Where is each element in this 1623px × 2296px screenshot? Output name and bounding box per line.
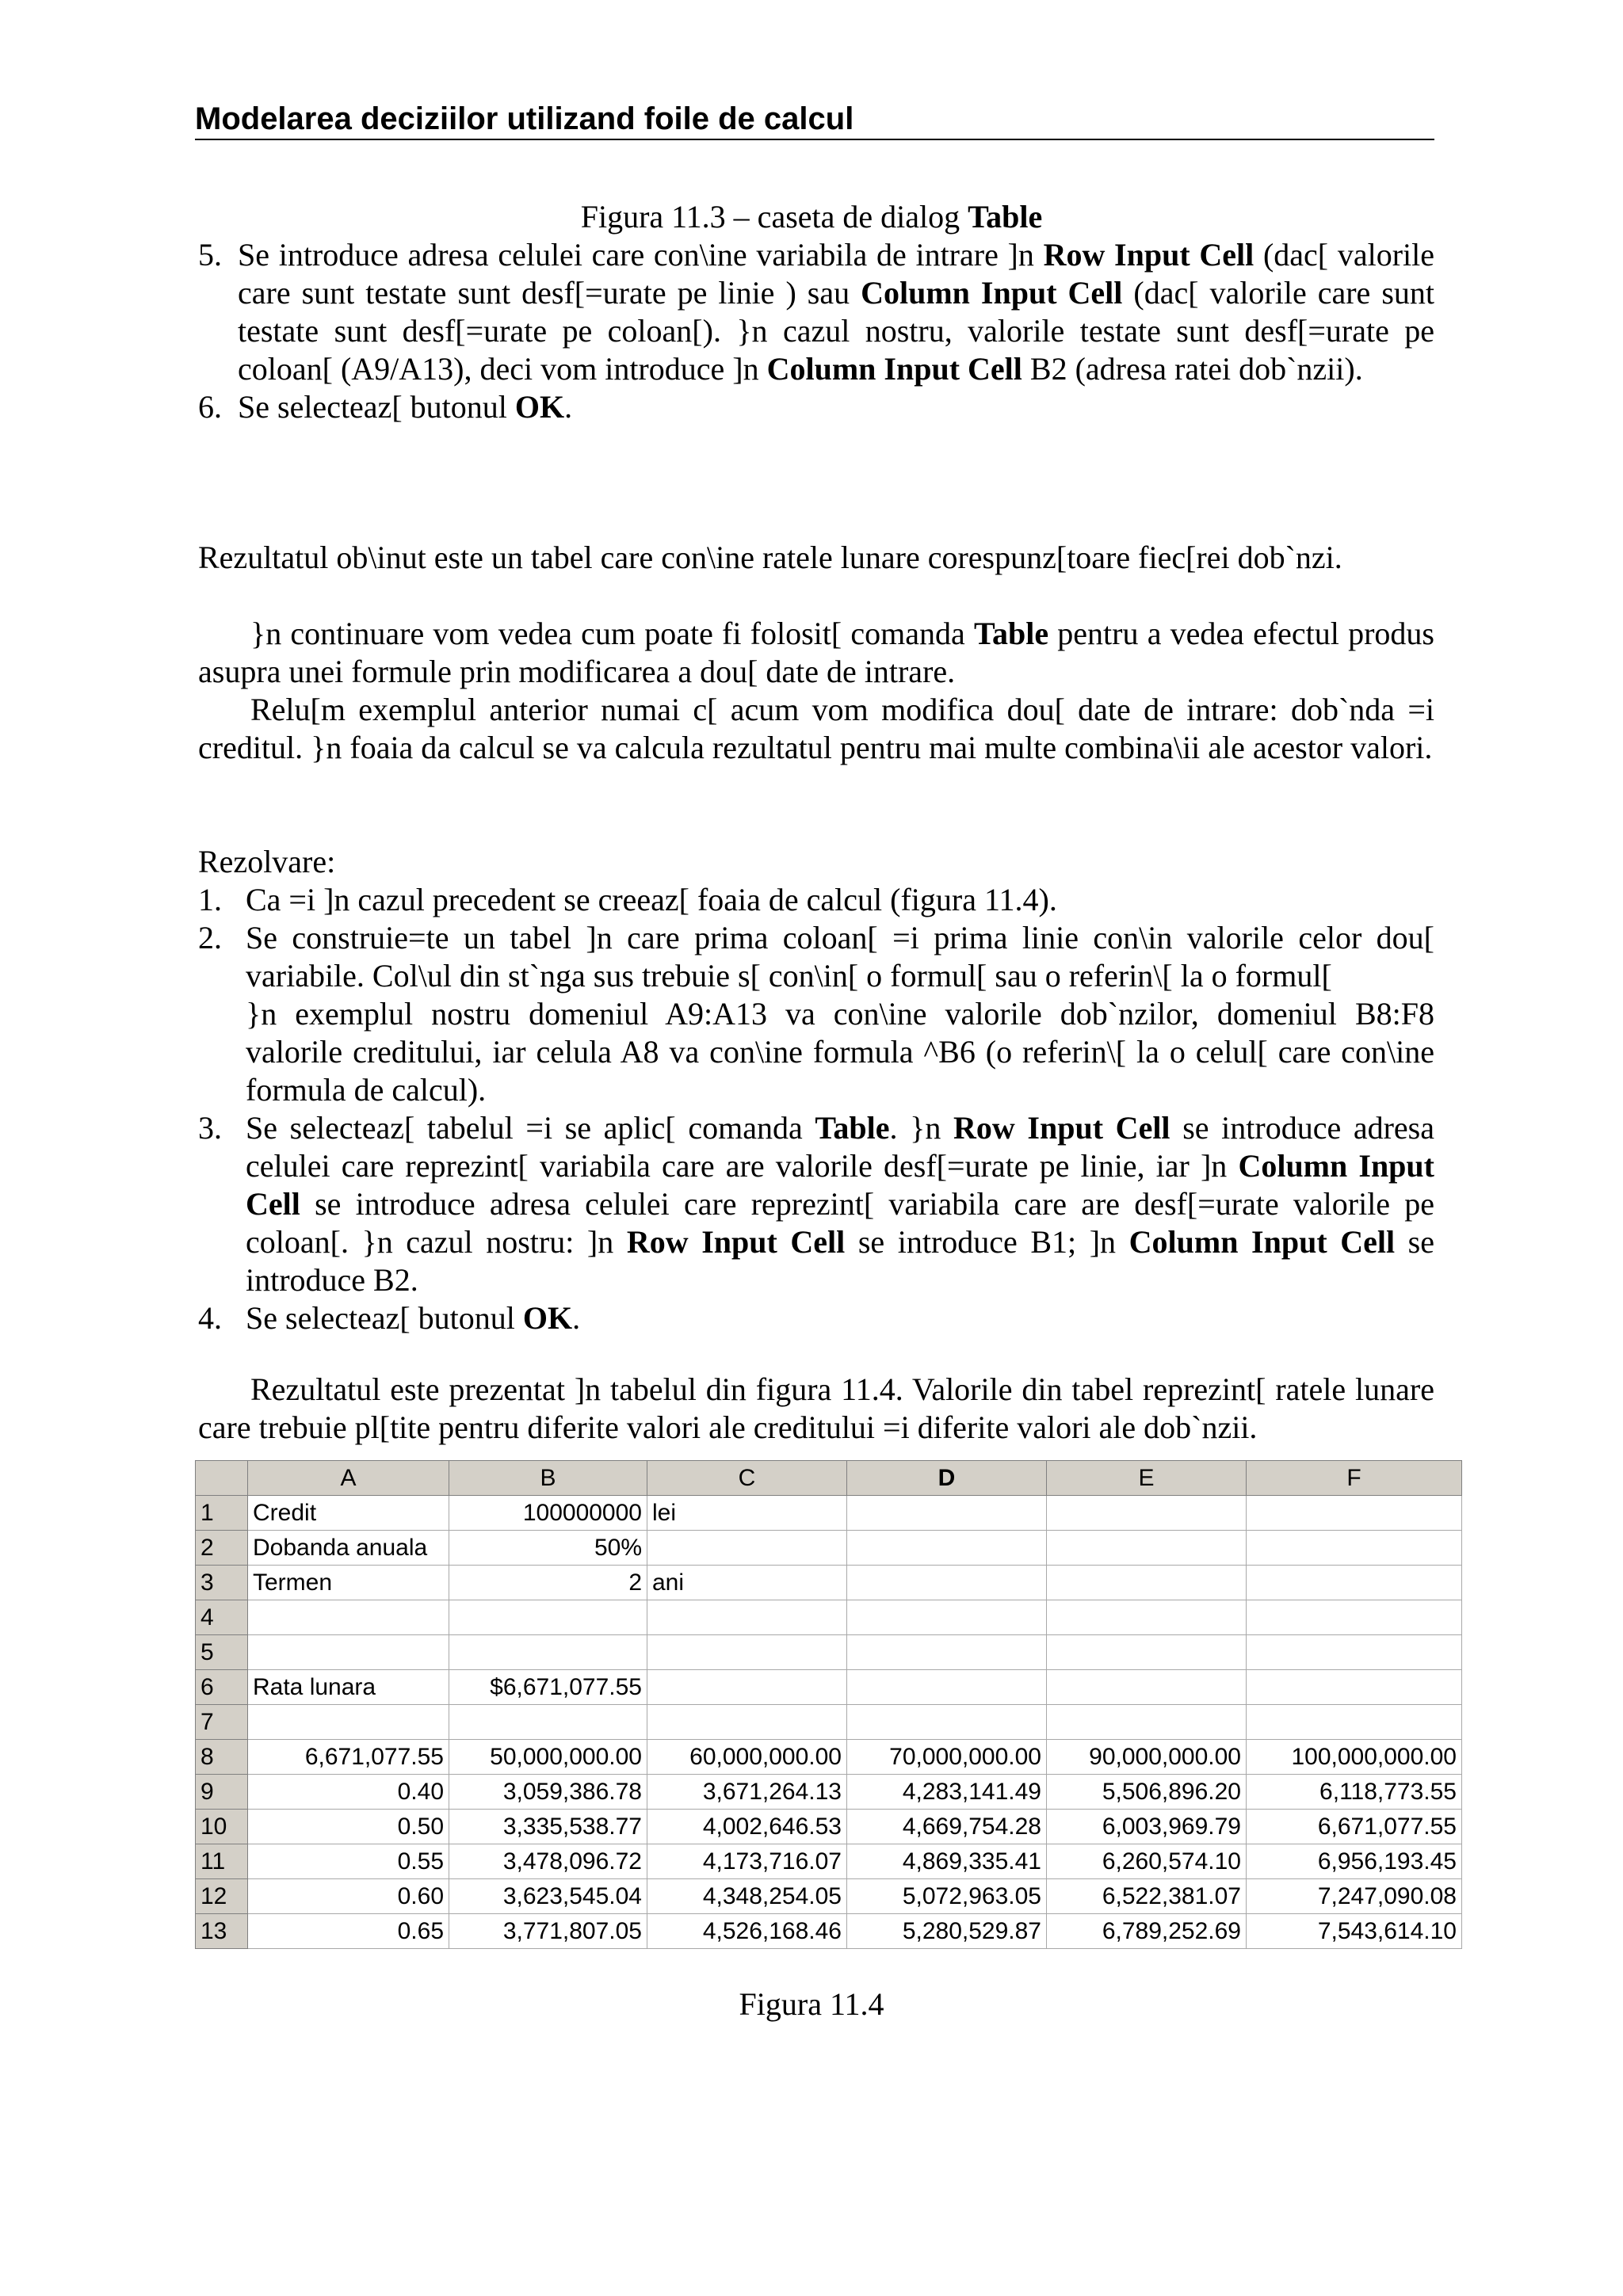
cell-c12[interactable]: 4,348,254.05 <box>647 1879 847 1914</box>
cell-f12[interactable]: 7,247,090.08 <box>1247 1879 1462 1914</box>
text-run: . <box>564 389 573 425</box>
cell-a3[interactable]: Termen <box>248 1566 449 1600</box>
sheet-row <box>196 1844 1462 1879</box>
paragraph-result-2: Rezultatul este prezentat ]n tabelul din figura 11.4. Valorile din tabel reprezint[ ratele lunare care trebuie pl[tite pentru diferite valori ale creditului =i diferite valori ale dob`nzii. <box>198 1371 1434 1445</box>
text-run: Ca =i ]n cazul precedent se creeaz[ foaia de calcul (figura 11.4). <box>246 882 1057 917</box>
cell-a4[interactable] <box>248 1600 449 1635</box>
cell-f5[interactable] <box>1247 1635 1462 1670</box>
text-run: se introduce adresa celulei care reprezint[ variabila care are valorile desf[=urate pe linie, iar ]n <box>246 1110 1434 1184</box>
cell-c13[interactable]: 4,526,168.46 <box>647 1914 847 1949</box>
cell-b12[interactable]: 3,623,545.04 <box>449 1879 647 1914</box>
sheet-row <box>196 1705 1462 1740</box>
caption-text: Figura 11.3 – caseta de dialog <box>580 199 968 235</box>
cell-f4[interactable] <box>1247 1600 1462 1635</box>
cell-f1[interactable] <box>1247 1496 1462 1531</box>
cell-c4[interactable] <box>647 1600 847 1635</box>
cell-a9[interactable]: 0.40 <box>248 1775 449 1810</box>
bold-run: Column Input Cell <box>766 351 1022 387</box>
cell-d2[interactable] <box>847 1531 1047 1566</box>
text-run: . }n <box>889 1110 953 1146</box>
cell-a13[interactable]: 0.65 <box>248 1914 449 1949</box>
text-run: Se introduce adresa celulei care con\ine variabila de intrare ]n <box>238 237 1044 273</box>
sheet-row <box>196 1740 1462 1775</box>
list-number: 6. <box>198 389 222 425</box>
cell-d7[interactable] <box>847 1705 1047 1740</box>
cell-c11[interactable]: 4,173,716.07 <box>647 1844 847 1879</box>
row-header-8[interactable]: 8 <box>196 1740 248 1775</box>
list-item-3 <box>198 1109 1434 1299</box>
cell-d12[interactable]: 5,072,963.05 <box>847 1879 1047 1914</box>
text-run: se introduce adresa celulei care reprezint[ variabila care are desf[=urate valorile pe coloan[. }n cazul nostru: ]n <box>246 1186 1434 1260</box>
paragraph-reluam: Relu[m exemplul anterior numai c[ acum vom modifica dou[ date de intrare: dob`nda =i creditul. }n foaia da calcul se va calcula rezultatul pentru mai multe combina\ii ale acestor valori. <box>198 692 1434 765</box>
cell-b9[interactable]: 3,059,386.78 <box>449 1775 647 1810</box>
column-header-d[interactable]: D <box>847 1461 1047 1496</box>
cell-a8[interactable]: 6,671,077.55 <box>248 1740 449 1775</box>
cell-b11[interactable]: 3,478,096.72 <box>449 1844 647 1879</box>
sheet-row <box>196 1775 1462 1810</box>
text-run: Se construie=te un tabel ]n care prima coloan[ =i prima linie con\in valorile celor dou[ variabile. Col\ul din st`nga sus trebuie s[ con\in[ o formul[ sau o referin\[ la o formul[ <box>246 920 1434 994</box>
cell-d9[interactable]: 4,283,141.49 <box>847 1775 1047 1810</box>
bold-run: OK <box>522 1300 573 1336</box>
cell-c6[interactable] <box>647 1670 847 1705</box>
cell-c8[interactable]: 60,000,000.00 <box>647 1740 847 1775</box>
list-number: 1. <box>198 882 222 917</box>
cell-b1[interactable]: 100000000 <box>449 1496 647 1531</box>
list-number: 4. <box>198 1300 222 1336</box>
bold-run: OK <box>514 389 565 425</box>
list-number: 2. <box>198 920 222 955</box>
text-run: }n continuare vom vedea cum poate fi folosit[ comanda <box>250 616 974 651</box>
list-item-6 <box>198 388 1434 426</box>
cell-a5[interactable] <box>248 1635 449 1670</box>
bold-run: Table <box>815 1110 890 1146</box>
cell-c10[interactable]: 4,002,646.53 <box>647 1810 847 1844</box>
cell-d3[interactable] <box>847 1566 1047 1600</box>
rezolvare-label: Rezolvare: <box>198 844 336 879</box>
sheet-row <box>196 1670 1462 1705</box>
cell-d5[interactable] <box>847 1635 1047 1670</box>
cell-f10[interactable]: 6,671,077.55 <box>1247 1810 1462 1844</box>
cell-b4[interactable] <box>449 1600 647 1635</box>
cell-f3[interactable] <box>1247 1566 1462 1600</box>
cell-e3[interactable] <box>1047 1566 1247 1600</box>
figure-caption-11-4: Figura 11.4 <box>739 1986 884 2022</box>
cell-b7[interactable] <box>449 1705 647 1740</box>
bold-run: Column Input Cell <box>861 275 1123 311</box>
cell-d13[interactable]: 5,280,529.87 <box>847 1914 1047 1949</box>
row-header-7[interactable]: 7 <box>196 1705 248 1740</box>
text-run: Se selecteaz[ butonul <box>246 1300 523 1336</box>
cell-f8[interactable]: 100,000,000.00 <box>1247 1740 1462 1775</box>
cell-f2[interactable] <box>1247 1531 1462 1566</box>
list-number: 3. <box>198 1110 222 1146</box>
row-header-3[interactable]: 3 <box>196 1566 248 1600</box>
cell-a12[interactable]: 0.60 <box>248 1879 449 1914</box>
cell-d11[interactable]: 4,869,335.41 <box>847 1844 1047 1879</box>
text-run: Se selecteaz[ tabelul =i se aplic[ comanda <box>246 1110 815 1146</box>
cell-e11[interactable]: 6,260,574.10 <box>1047 1844 1247 1879</box>
sheet-row <box>196 1635 1462 1670</box>
cell-e9[interactable]: 5,506,896.20 <box>1047 1775 1247 1810</box>
cell-e8[interactable]: 90,000,000.00 <box>1047 1740 1247 1775</box>
column-header-f[interactable]: F <box>1247 1461 1462 1496</box>
cell-c7[interactable] <box>647 1705 847 1740</box>
cell-a11[interactable]: 0.55 <box>248 1844 449 1879</box>
bold-run: Row Input Cell <box>953 1110 1170 1146</box>
numbered-list-rezolvare <box>198 881 1434 1337</box>
text-run: Se selecteaz[ butonul <box>238 389 515 425</box>
text-run: pentru a vedea efectul produs asupra unei formule prin modificarea a dou[ date de intrare. <box>198 616 1434 689</box>
text-run: B2 (adresa ratei dob`nzii). <box>1022 351 1363 387</box>
sheet-row <box>196 1531 1462 1566</box>
text-run: (dac[ valorile care sunt testate sunt desf[=urate pe linie ) sau <box>238 237 1434 311</box>
sheet-row <box>196 1496 1462 1531</box>
cell-b5[interactable] <box>449 1635 647 1670</box>
cell-c9[interactable]: 3,671,264.13 <box>647 1775 847 1810</box>
list-number: 5. <box>198 237 222 273</box>
cell-a1[interactable]: Credit <box>248 1496 449 1531</box>
column-header-b[interactable]: B <box>449 1461 647 1496</box>
cell-e5[interactable] <box>1047 1635 1247 1670</box>
cell-c1[interactable]: lei <box>647 1496 847 1531</box>
list-item-5 <box>198 236 1434 388</box>
bold-run: Row Input Cell <box>626 1224 846 1260</box>
spreadsheet-figure-11-4 <box>195 1460 1462 1949</box>
row-header-11[interactable]: 11 <box>196 1844 248 1879</box>
running-header: Modelarea deciziilor utilizand foile de calcul <box>195 101 854 136</box>
text-run: se introduce B1; ]n <box>845 1224 1129 1260</box>
row-header-13[interactable]: 13 <box>196 1914 248 1949</box>
cell-a6[interactable]: Rata lunara <box>248 1670 449 1705</box>
text-run: . <box>572 1300 581 1336</box>
cell-a7[interactable] <box>248 1705 449 1740</box>
row-header-9[interactable]: 9 <box>196 1775 248 1810</box>
sheet-row <box>196 1566 1462 1600</box>
sheet-row <box>196 1914 1462 1949</box>
header-rule <box>195 139 1434 140</box>
cell-f11[interactable]: 6,956,193.45 <box>1247 1844 1462 1879</box>
column-header-e[interactable]: E <box>1047 1461 1247 1496</box>
sheet-row <box>196 1879 1462 1914</box>
bold-run: Column Input Cell <box>1128 1224 1396 1260</box>
row-header-4[interactable]: 4 <box>196 1600 248 1635</box>
cell-b6[interactable]: $6,671,077.55 <box>449 1670 647 1705</box>
row-header-2[interactable]: 2 <box>196 1531 248 1566</box>
caption-bold: Table <box>968 199 1043 235</box>
numbered-list-steps-5-6 <box>198 236 1434 426</box>
cell-e13[interactable]: 6,789,252.69 <box>1047 1914 1247 1949</box>
cell-b10[interactable]: 3,335,538.77 <box>449 1810 647 1844</box>
paragraph-result-1: Rezultatul ob\inut este un tabel care con\ine ratele lunare corespunz[toare fiec[rei dob`nzi. <box>198 540 1342 575</box>
row-header-5[interactable]: 5 <box>196 1635 248 1670</box>
cell-b13[interactable]: 3,771,807.05 <box>449 1914 647 1949</box>
sheet-row <box>196 1600 1462 1635</box>
cell-c5[interactable] <box>647 1635 847 1670</box>
cell-c3[interactable]: ani <box>647 1566 847 1600</box>
cell-a10[interactable]: 0.50 <box>248 1810 449 1844</box>
list-item-4 <box>198 1299 1434 1337</box>
bold-run: Table <box>973 616 1049 651</box>
text-run: }n exemplul nostru domeniul A9:A13 va con\ine valorile dob`nzilor, domeniul B8:F8 valorile creditului, iar celula A8 va con\ine formula ^B6 (o referin\[ la o celul[ care con\ine formula de calcul). <box>246 996 1434 1108</box>
cell-e1[interactable] <box>1047 1496 1247 1531</box>
text-run: (dac[ valorile care sunt testate sunt desf[=urate pe coloan[). }n cazul nostru, valorile testate sunt desf[=urate pe coloan[ (A9/A13), deci vom introduce ]n <box>238 275 1434 387</box>
cell-e4[interactable] <box>1047 1600 1247 1635</box>
cell-f7[interactable] <box>1247 1705 1462 1740</box>
row-header-1[interactable]: 1 <box>196 1496 248 1531</box>
sheet-row <box>196 1810 1462 1844</box>
list-item-2 <box>198 919 1434 1109</box>
cell-d1[interactable] <box>847 1496 1047 1531</box>
cell-f9[interactable]: 6,118,773.55 <box>1247 1775 1462 1810</box>
cell-b8[interactable]: 50,000,000.00 <box>449 1740 647 1775</box>
cell-c2[interactable] <box>647 1531 847 1566</box>
cell-d4[interactable] <box>847 1600 1047 1635</box>
bold-run: Column Input Cell <box>246 1148 1434 1222</box>
cell-d6[interactable] <box>847 1670 1047 1705</box>
cell-f6[interactable] <box>1247 1670 1462 1705</box>
cell-b3[interactable]: 2 <box>449 1566 647 1600</box>
row-header-12[interactable]: 12 <box>196 1879 248 1914</box>
bold-run: Row Input Cell <box>1043 237 1254 273</box>
cell-f13[interactable]: 7,543,614.10 <box>1247 1914 1462 1949</box>
figure-caption-11-3 <box>0 198 1623 236</box>
cell-d10[interactable]: 4,669,754.28 <box>847 1810 1047 1844</box>
cell-e7[interactable] <box>1047 1705 1247 1740</box>
cell-e10[interactable]: 6,003,969.79 <box>1047 1810 1247 1844</box>
row-header-6[interactable]: 6 <box>196 1670 248 1705</box>
text-run: se introduce B2. <box>246 1224 1435 1298</box>
paragraph-continue <box>198 615 1434 691</box>
cell-a2[interactable]: Dobanda anuala <box>248 1531 449 1566</box>
row-header-10[interactable]: 10 <box>196 1810 248 1844</box>
column-header-a[interactable]: A <box>248 1461 449 1496</box>
column-header-c[interactable]: C <box>647 1461 847 1496</box>
cell-e2[interactable] <box>1047 1531 1247 1566</box>
select-all-corner[interactable] <box>196 1461 248 1496</box>
cell-e12[interactable]: 6,522,381.07 <box>1047 1879 1247 1914</box>
cell-e6[interactable] <box>1047 1670 1247 1705</box>
cell-b2[interactable]: 50% <box>449 1531 647 1566</box>
list-item-1 <box>198 881 1434 919</box>
column-header-row <box>196 1461 1462 1496</box>
cell-d8[interactable]: 70,000,000.00 <box>847 1740 1047 1775</box>
